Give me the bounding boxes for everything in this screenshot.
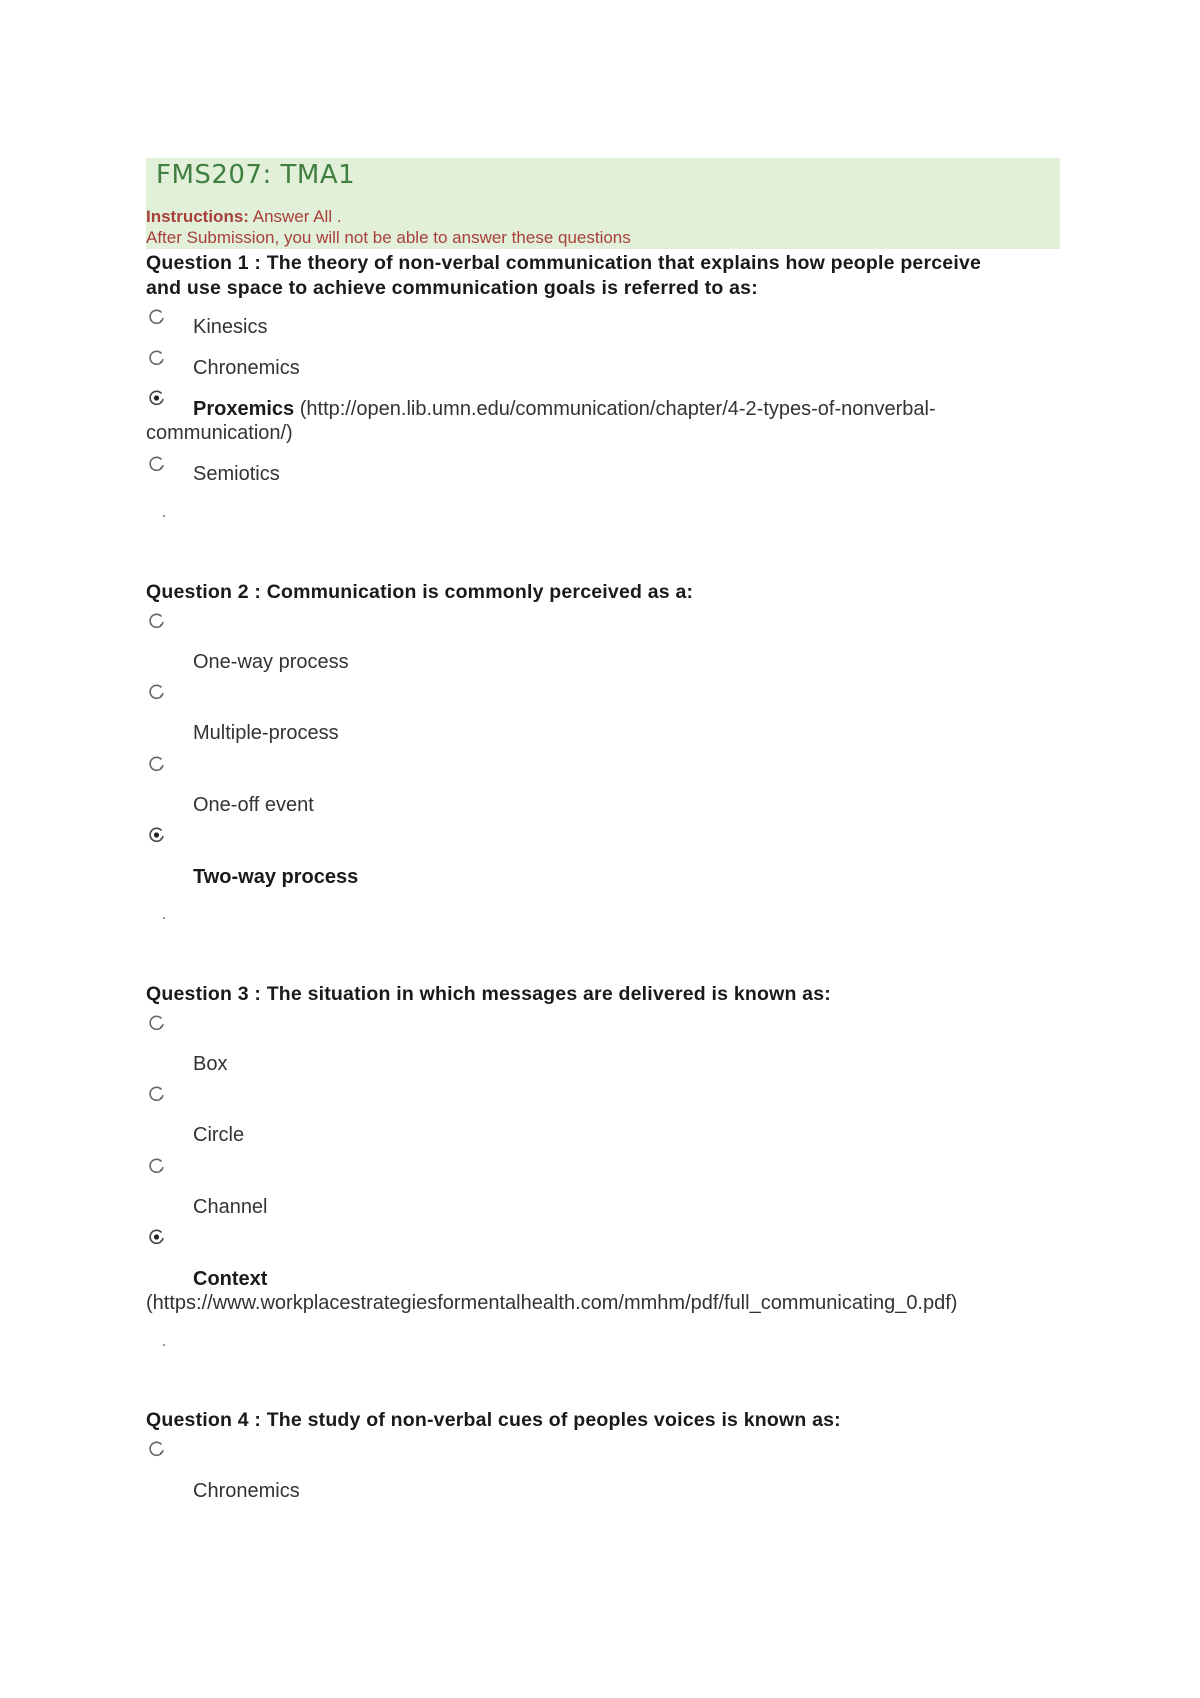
- radio-button-unselected[interactable]: [148, 1440, 166, 1458]
- option-label: Chronemics: [193, 357, 300, 379]
- option-label: Chronemics: [193, 1480, 300, 1502]
- question-4-text: Question 4 : The study of non-verbal cues of peoples voices is known as:: [146, 1409, 841, 1431]
- reference-link: (https://www.workplacestrategiesformentalhealth.com/mmhm/pdf/full_communicating_0.pdf): [146, 1292, 958, 1314]
- radio-button-unselected[interactable]: [148, 612, 166, 630]
- radio-button-selected[interactable]: [148, 1228, 166, 1246]
- option-label: Multiple-process: [193, 722, 339, 744]
- reference-link: (http://open.lib.umn.edu/communication/chapter/4-2-types-of-nonverbal-: [294, 398, 936, 420]
- option-label: One-off event: [193, 794, 314, 816]
- option-label-selected: Proxemics (http://open.lib.umn.edu/communication/chapter/4-2-types-of-nonverbal-: [193, 398, 936, 420]
- page-title: FMS207: TMA1: [156, 160, 356, 190]
- question-3-text: Question 3 : The situation in which messages are delivered is known as:: [146, 983, 831, 1005]
- question-1-text: Question 1 : The theory of non-verbal communication that explains how people perceive and use space to achieve communication goals is referred to as:: [146, 252, 982, 299]
- radio-button-unselected[interactable]: [148, 1014, 166, 1032]
- separator-dot: [163, 1344, 165, 1346]
- option-label: Channel: [193, 1196, 268, 1218]
- radio-button-unselected[interactable]: [148, 455, 166, 473]
- radio-button-unselected[interactable]: [148, 349, 166, 367]
- option-label-selected: Two-way process: [193, 866, 359, 888]
- radio-button-unselected[interactable]: [148, 308, 166, 326]
- separator-dot: [163, 515, 165, 517]
- option-label: One-way process: [193, 651, 349, 673]
- radio-button-selected[interactable]: [148, 826, 166, 844]
- option-label: Box: [193, 1053, 228, 1075]
- option-label: Kinesics: [193, 316, 268, 338]
- instructions: [146, 206, 631, 248]
- radio-button-unselected[interactable]: [148, 755, 166, 773]
- radio-button-unselected[interactable]: [148, 1157, 166, 1175]
- question-2-text: Question 2 : Communication is commonly perceived as a:: [146, 581, 694, 603]
- instructions-text: Answer All .: [248, 207, 342, 226]
- option-label: Semiotics: [193, 463, 280, 485]
- reference-link-continued: communication/): [146, 422, 293, 444]
- radio-button-unselected[interactable]: [148, 683, 166, 701]
- separator-dot: [163, 917, 165, 919]
- option-label: Circle: [193, 1124, 245, 1146]
- radio-button-unselected[interactable]: [148, 1085, 166, 1103]
- option-label-selected: Context: [193, 1268, 268, 1290]
- submission-note: After Submission, you will not be able to answer these questions: [146, 228, 631, 247]
- radio-button-selected[interactable]: [148, 389, 166, 407]
- instructions-label: Instructions:: [146, 207, 249, 226]
